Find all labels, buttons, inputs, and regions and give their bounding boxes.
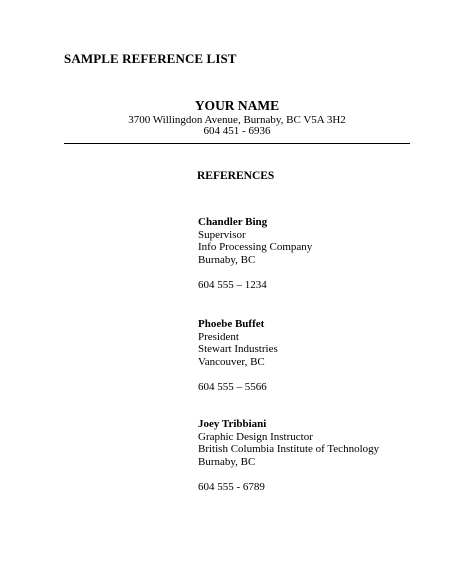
reference-name: Joey Tribbiani — [198, 418, 267, 430]
reference-location: Burnaby, BC — [198, 455, 256, 468]
reference-position: Graphic Design Instructor — [198, 430, 313, 443]
applicant-phone: 604 451 - 6936 — [203, 125, 271, 137]
applicant-address: 3700 Willingdon Avenue, Burnaby, BC V5A 3H2 — [128, 114, 346, 126]
reference-company: Info Processing Company — [198, 241, 313, 253]
reference-entry — [198, 318, 278, 394]
header-divider — [64, 143, 410, 144]
reference-position: President — [198, 330, 239, 343]
reference-phone: 604 555 – 1234 — [198, 279, 267, 291]
reference-position: Supervisor — [198, 228, 246, 241]
document-title: SAMPLE REFERENCE LIST — [64, 51, 237, 66]
reference-location: Vancouver, BC — [198, 355, 265, 368]
reference-name: Phoebe Buffet — [198, 318, 265, 330]
reference-company: Stewart Industries — [198, 343, 278, 355]
reference-name: Chandler Bing — [198, 216, 268, 228]
reference-company: British Columbia Institute of Technology — [198, 443, 380, 455]
reference-entry — [198, 418, 379, 494]
applicant-name: YOUR NAME — [194, 98, 280, 113]
reference-phone: 604 555 – 5566 — [198, 381, 267, 393]
reference-phone: 604 555 - 6789 — [198, 481, 265, 493]
references-heading: REFERENCES — [197, 170, 275, 182]
reference-location: Burnaby, BC — [198, 253, 256, 266]
reference-entry — [198, 216, 312, 292]
